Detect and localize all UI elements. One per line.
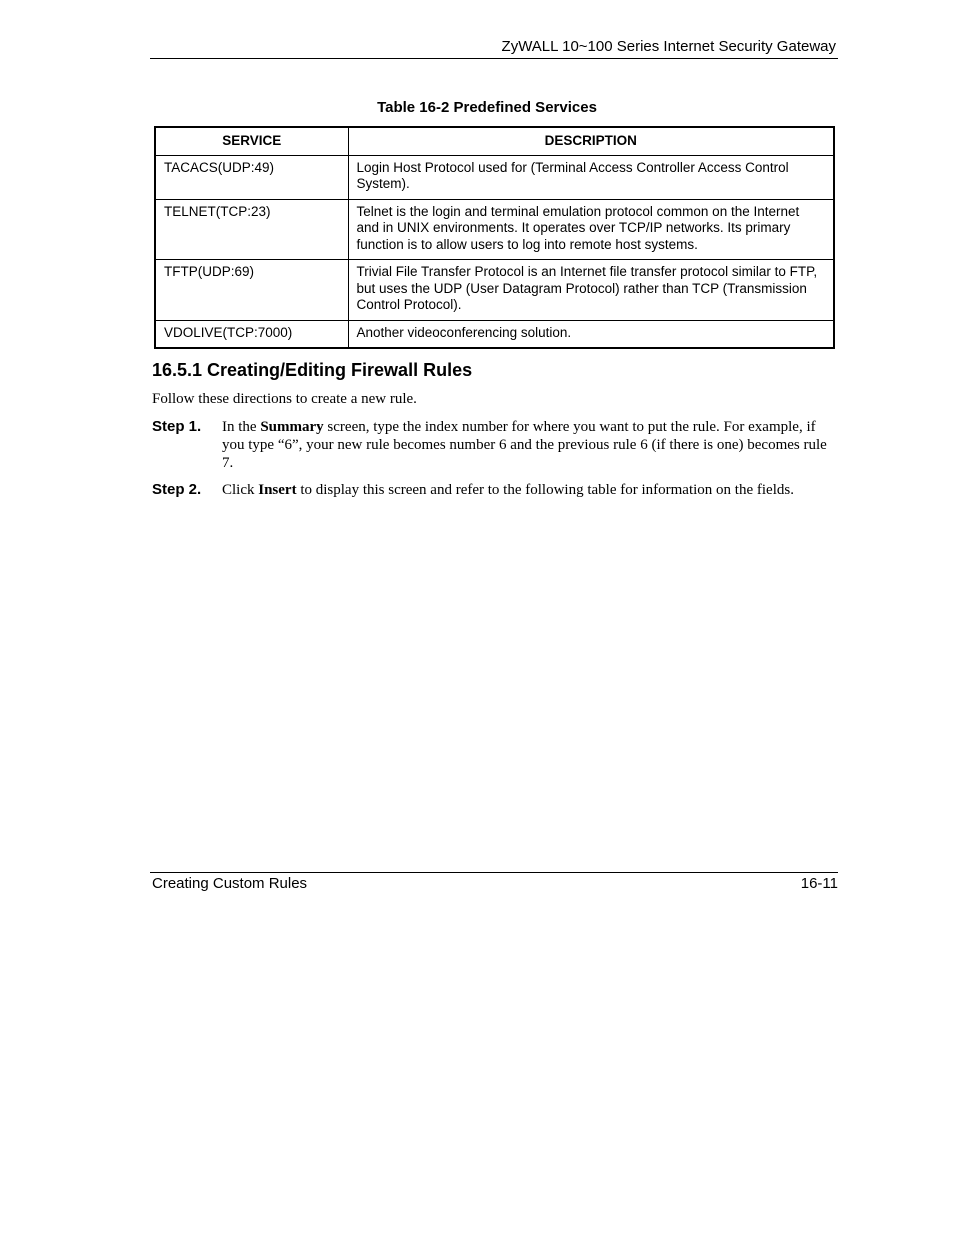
step-text-before: In the <box>222 419 261 435</box>
service-cell: VDOLIVE(TCP:7000) <box>155 320 348 348</box>
step-text <box>222 481 838 499</box>
description-cell: Trivial File Transfer Protocol is an Internet file transfer protocol similar to FTP, but uses the UDP (User Datagram Protocol) rather than TCP (Transmission Control Protocol). <box>348 260 834 321</box>
step-text <box>222 418 838 472</box>
description-cell: Another videoconferencing solution. <box>348 320 834 348</box>
step-text-after: to display this screen and refer to the following table for information on the fields. <box>296 482 794 498</box>
step-label: Step 1. <box>152 418 202 435</box>
page-number: 16-11 <box>800 875 838 892</box>
intro-paragraph: Follow these directions to create a new rule. <box>152 391 417 407</box>
header-rule <box>150 58 838 59</box>
service-cell: TELNET(TCP:23) <box>155 199 348 260</box>
footer-chapter-title: Creating Custom Rules <box>152 875 308 892</box>
predefined-services-table <box>154 126 835 349</box>
step-text-bold: Summary <box>260 419 324 435</box>
table-row <box>155 260 834 321</box>
table-row <box>155 199 834 260</box>
service-cell: TFTP(UDP:69) <box>155 260 348 321</box>
step-text-after: screen, type the index number for where you want to put the rule. For example, if you type “6”, your new rule becomes number 6 and the previous rule 6 (if there is one) becomes rule 7. <box>222 419 827 471</box>
table-row <box>155 155 834 199</box>
running-header: ZyWALL 10~100 Series Internet Security Gateway <box>501 38 836 55</box>
step-text-before: Click <box>222 482 259 498</box>
description-cell: Login Host Protocol used for (Terminal Access Controller Access Control System). <box>348 155 834 199</box>
footer-rule <box>150 872 838 873</box>
column-header-description: DESCRIPTION <box>348 127 834 155</box>
table-header-row <box>155 127 834 155</box>
section-title: 16.5.1 Creating/Editing Firewall Rules <box>152 360 473 380</box>
step-label: Step 2. <box>152 481 202 498</box>
step-text-bold: Insert <box>258 482 297 498</box>
column-header-service: SERVICE <box>155 127 348 155</box>
table-caption: Table 16-2 Predefined Services <box>377 99 597 116</box>
service-cell: TACACS(UDP:49) <box>155 155 348 199</box>
description-cell: Telnet is the login and terminal emulation protocol common on the Internet and in UNIX environments. It operates over TCP/IP networks. Its primary function is to allow users to log into remote host systems. <box>348 199 834 260</box>
table-row <box>155 320 834 348</box>
